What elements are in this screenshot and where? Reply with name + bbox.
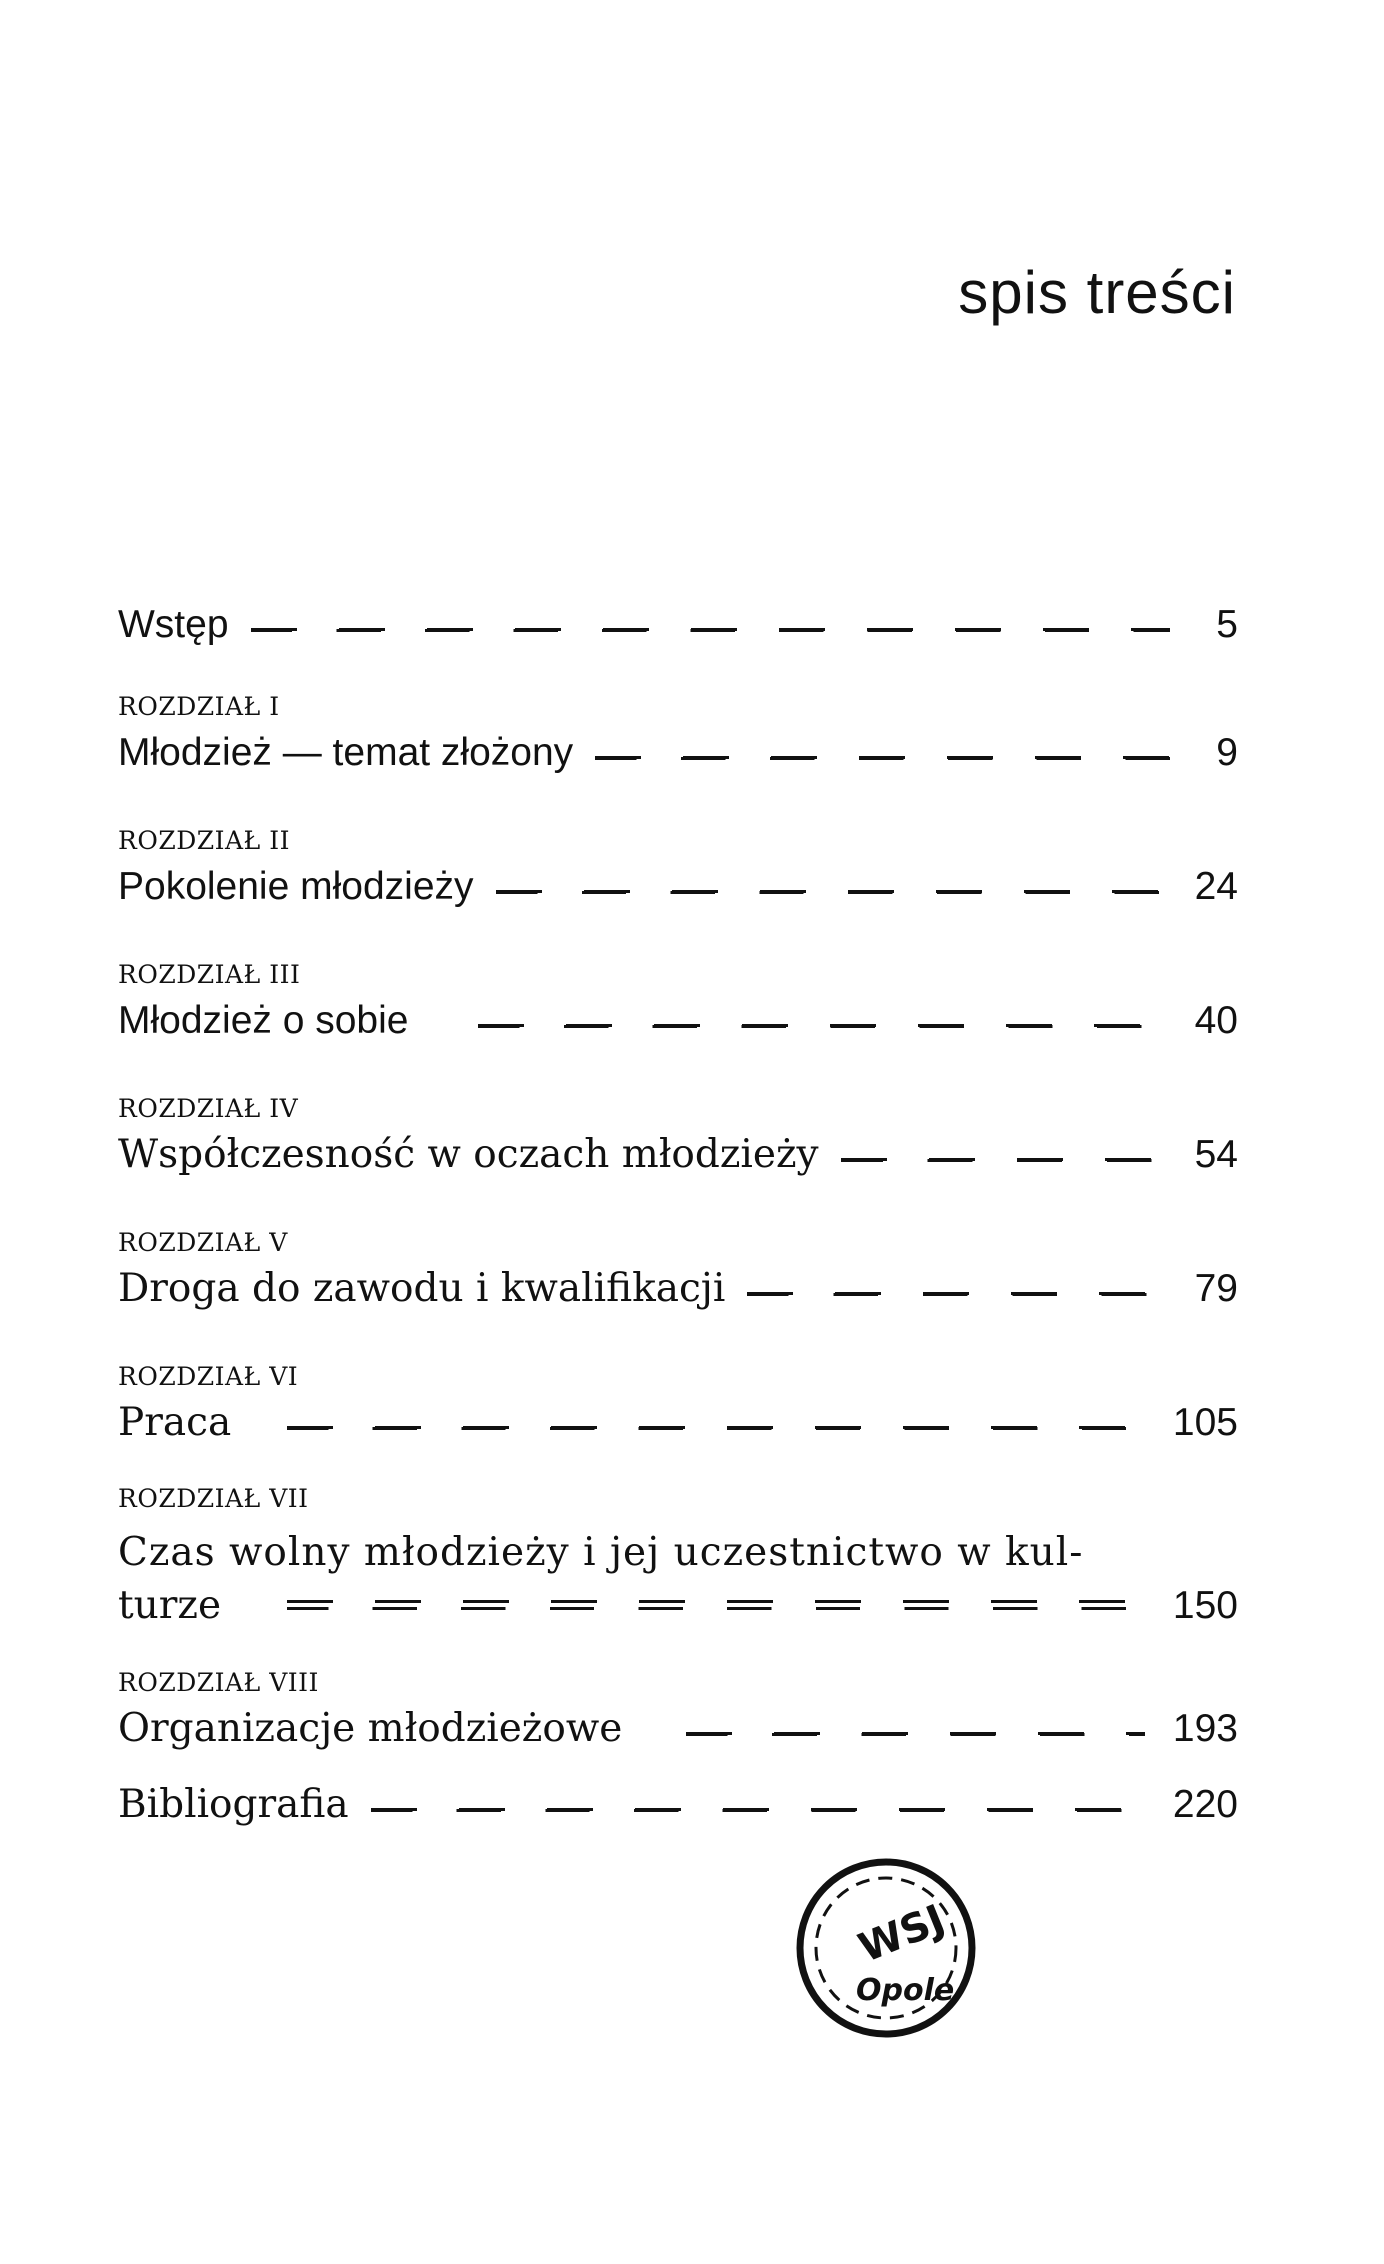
dash-leader bbox=[496, 858, 1167, 916]
dash-leader bbox=[841, 1126, 1167, 1184]
chapter-label: ROZDZIAŁ IV bbox=[118, 1094, 299, 1123]
toc-entry-chapter-8 bbox=[118, 1666, 1238, 1758]
dash-leader bbox=[287, 1394, 1145, 1452]
toc-entry-chapter-1 bbox=[118, 690, 1238, 782]
entry-title: Młodzież o sobie bbox=[118, 999, 409, 1042]
chapter-label: ROZDZIAŁ III bbox=[118, 960, 301, 989]
stamp-text-opole: Opole bbox=[856, 1973, 955, 2008]
toc-entry-chapter-4 bbox=[118, 1092, 1238, 1184]
entry-title: Pokolenie młodzieży bbox=[118, 865, 474, 908]
table-of-contents bbox=[118, 596, 1238, 1834]
entry-title: Organizacje młodzieżowe bbox=[118, 1706, 623, 1751]
page-number: 24 bbox=[1194, 865, 1238, 908]
entry-title: Praca bbox=[118, 1400, 232, 1445]
chapter-label: ROZDZIAŁ I bbox=[118, 692, 280, 721]
page-number: 40 bbox=[1194, 999, 1238, 1042]
toc-entry-chapter-7 bbox=[118, 1482, 1238, 1632]
dash-leader bbox=[747, 1260, 1166, 1318]
entry-title: Wstęp bbox=[118, 603, 229, 646]
page-title: spis treści bbox=[958, 259, 1236, 326]
dash-leader bbox=[478, 992, 1166, 1050]
entry-title-line-1: Czas wolny młodzieży i jej uczestnictwo w kul- bbox=[118, 1530, 1084, 1575]
page-number: 5 bbox=[1216, 603, 1238, 646]
toc-row bbox=[118, 1260, 1238, 1318]
toc-entry-chapter-6 bbox=[118, 1360, 1238, 1452]
chapter-label: ROZDZIAŁ VII bbox=[118, 1484, 309, 1513]
entry-title: Młodzież — temat złożony bbox=[118, 731, 574, 774]
entry-title: Współczesność w oczach młodzieży bbox=[118, 1132, 819, 1177]
dash-leader bbox=[287, 1574, 1145, 1632]
page-number: 220 bbox=[1172, 1783, 1238, 1826]
entry-title: Bibliografia bbox=[118, 1782, 349, 1827]
chapter-label: ROZDZIAŁ V bbox=[118, 1228, 288, 1257]
chapter-label: ROZDZIAŁ VI bbox=[118, 1362, 299, 1391]
page-number: 193 bbox=[1172, 1707, 1238, 1750]
dash-leader bbox=[371, 1776, 1145, 1834]
toc-entry-bibliography bbox=[118, 1776, 1238, 1834]
toc-row bbox=[118, 724, 1238, 782]
toc-row bbox=[118, 596, 1238, 654]
toc-entry-chapter-2 bbox=[118, 824, 1238, 916]
dash-leader bbox=[251, 596, 1170, 654]
stamp-text-wsj: WSJ bbox=[852, 1896, 952, 1972]
toc-entry-intro bbox=[118, 596, 1238, 654]
library-stamp bbox=[788, 1850, 988, 2040]
dash-leader bbox=[686, 1700, 1145, 1758]
toc-row bbox=[118, 1580, 1238, 1632]
chapter-label: ROZDZIAŁ II bbox=[118, 826, 290, 855]
chapter-label: ROZDZIAŁ VIII bbox=[118, 1668, 319, 1697]
entry-title-line-2: turze bbox=[118, 1583, 222, 1628]
dash-leader bbox=[595, 724, 1170, 782]
toc-row bbox=[118, 992, 1238, 1050]
page-number: 105 bbox=[1172, 1401, 1238, 1444]
toc-row bbox=[118, 858, 1238, 916]
toc-row bbox=[118, 1700, 1238, 1758]
page-number: 54 bbox=[1194, 1133, 1238, 1176]
entry-title: Droga do zawodu i kwalifikacji bbox=[118, 1266, 726, 1311]
toc-row bbox=[118, 1776, 1238, 1834]
toc-entry-chapter-5 bbox=[118, 1226, 1238, 1318]
toc-row bbox=[118, 1394, 1238, 1452]
toc-entry-chapter-3 bbox=[118, 958, 1238, 1050]
page-number: 150 bbox=[1172, 1584, 1238, 1627]
page-number: 9 bbox=[1216, 731, 1238, 774]
toc-row bbox=[118, 1126, 1238, 1184]
page-number: 79 bbox=[1194, 1267, 1238, 1310]
